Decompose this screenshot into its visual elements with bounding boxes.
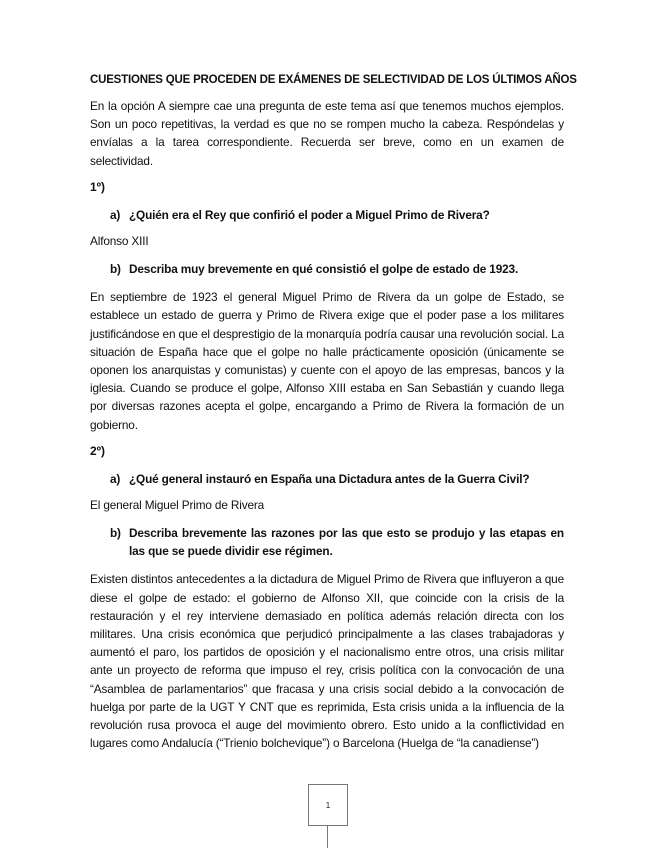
section-2-answer-b: Existen distintos antecedentes a la dictadura de Miguel Primo de Rivera que influyeron a que diese el golpe de estado: el gobierno de Alfonso XII, que coincide con la crisis de la restauración y el rey interviene demasiado en política además relación directa con los militares. Una crisis económica que perjudicó principalmente a las clases trabajadoras y aumentó el paro, los partidos de oposición y el nacionalismo entre otros, una crisis militar ante un proyecto de reforma que impuso el rey, crisis política con la convocación de una “Asamblea de parlamentarios” que fracasa y una crisis social debido a la convocación de huelga por parte de la UGT Y CNT que es reprimida, Esta crisis unida a la influencia de la revolución rusa provoca el auge del movimiento obrero. Esto unido a la conflictividad en lugares como Andalucía (“Trienio bolchevique”) o Barcelona (Huelga de “la canadiense”) <box>90 572 564 751</box>
question-letter: a) <box>110 471 121 486</box>
question-text: ¿Qué general instauró en España una Dictadura antes de la Guerra Civil? <box>129 471 530 486</box>
question-letter: a) <box>110 207 121 222</box>
section-1-answer-b: En septiembre de 1923 el general Miguel Primo de Rivera da un golpe de Estado, se establece un estado de guerra y Primo de Rivera exige que el poder pase a los militares justificándose en que el desprestigio de la monarquía podría causar una revolución social. La situación de España hace que el golpe no halle prácticamente oposición (únicamente se oponen los anarquistas y comunistas) y cuente con el apoyo de las empresas, bancos y la iglesia. Cuando se produce el golpe, Alfonso XIII estaba en San Sebastián y cuando llega por diversas razones acepta el golpe, encargando a Primo de Rivera la formación de un gobierno. <box>90 290 564 432</box>
section-1-question-a <box>90 206 564 224</box>
question-letter: b) <box>110 262 121 277</box>
document-body <box>90 74 577 762</box>
question-text: Describa muy brevemente en qué consistió el golpe de estado de 1923. <box>129 262 519 277</box>
page-number: 1 <box>325 800 331 810</box>
section-1-number: 1º) <box>90 179 106 194</box>
document-title: CUESTIONES QUE PROCEDEN DE EXÁMENES DE SELECTIVIDAD DE LOS ÚLTIMOS AÑOS <box>90 74 577 86</box>
section-1-answer-a: Alfonso XIII <box>90 234 149 249</box>
section-2-question-b <box>90 524 564 560</box>
section-2-question-a <box>90 470 564 488</box>
question-text: ¿Quién era el Rey que confirió el poder a Miguel Primo de Rivera? <box>129 207 490 222</box>
footer-connector-line <box>327 826 328 848</box>
question-letter: b) <box>110 526 121 541</box>
section-2-answer-a: El general Miguel Primo de Rivera <box>90 498 265 513</box>
question-text: Describa brevemente las razones por las que esto se produjo y las etapas en las que se puede dividir ese régimen. <box>129 526 564 559</box>
section-1-question-b <box>90 260 564 278</box>
page-number-box <box>308 784 348 826</box>
section-2-number: 2º) <box>90 443 106 458</box>
intro-paragraph: En la opción A siempre cae una pregunta de este tema así que tenemos muchos ejemplos. Son un poco repetitivas, la verdad es que no se rompen mucho la cabeza. Respóndelas y envíalas a la tarea correspondiente. Recuerda ser breve, como en un examen de selectividad. <box>90 99 564 168</box>
